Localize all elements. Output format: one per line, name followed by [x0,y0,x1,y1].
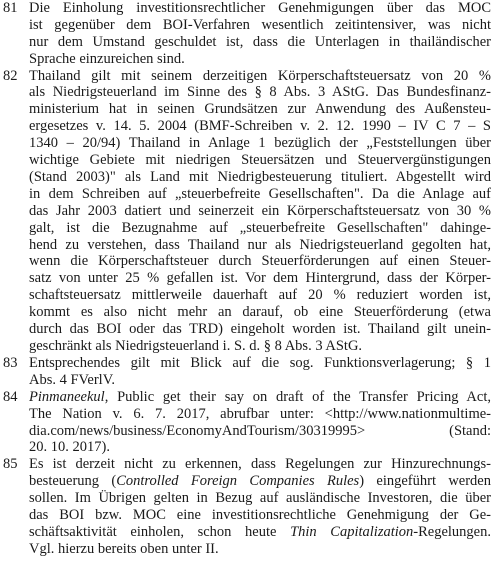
footnote-line: Abs. 4 FVerlV. [29,371,115,388]
footnote-line: Entsprechendes gilt mit Blick auf die sog. Funktionsverlagerung; § 1 [29,355,491,371]
footnote-line: galt, ist die Bezugnahme auf „steuerbefreite Gesellschaften" dahinge- [29,219,491,236]
footnote-line: ministerium hat in seinen Grundsätzen zur Anwendung des Außensteu- [29,101,491,118]
footnote-number: 81 [3,0,18,16]
footnote-line: Vgl. hierzu bereits oben unter II. [29,540,219,557]
footnote-text: , Public get their say on draft of the Transfer Pricing Act, [104,388,491,405]
footnote-number: 83 [3,355,18,371]
footnote-line: ergesetzes v. 14. 5. 2004 (BMF-Schreiben v. 2. 12. 1990 – IV C 7 – S [29,118,491,135]
footnote-number: 85 [3,456,18,473]
footnote-line: The Nation v. 6. 7. 2017, abrufbar unter: <http://www.nationmultime- [29,405,491,422]
footnote-line: schäftsaktivität einholen, schon heute Thin Capitalization-Regelungen. [29,523,491,540]
footnote-line: Es ist derzeit nicht zu erkennen, dass Regelungen zur Hinzurechnungs- [29,456,491,473]
footnote-line: 1340 – 20/94) Thailand in Anlage 1 bezüglich der „Feststellungen über [29,135,491,152]
footnote-line: schaftsteuersatz mittlerweile dauerhaft auf 20 % reduziert worden ist, [29,287,491,304]
footnote-line: hend zu verstehen, dass Thailand nur als Niedrigsteuerland gegolten hat, [29,236,491,253]
footnote-line: ist gegenüber dem BOI-Verfahren wesentlich zeitintensiver, was nicht [29,16,491,33]
footnote-line: satz von unter 25 % gefallen ist. Vor dem Hintergrund, dass der Körper- [29,270,491,287]
footnote-line: dia.com/news/business/EconomyAndTourism/30319995> (Stand: [29,422,491,439]
footnote-line: (Stand 2003)" als Land mit Niedrigbesteuerung tituliert. Abgestellt wird [29,168,491,185]
footnote-line: Die Einholung investitionsrechtlicher Genehmigungen über das MOC [29,0,491,16]
footnote-line: als Niedrigsteuerland im Sinne des § 8 Abs. 3 AStG. Das Bundesfinanz- [29,84,491,101]
footnote-line [29,389,491,406]
footnote-line: besteuerung (Controlled Foreign Companies Rules) eingeführt werden [29,473,491,490]
footnote-line: das Jahr 2003 datiert und seinerzeit ein Körperschaftsteuersatz von 30 % [29,202,491,219]
footnote-line: Thailand gilt mit seinem derzeitigen Körperschaftsteuersatz von 20 % [29,67,491,84]
footnote-line: das BOI bzw. MOC eine investitionsrechtliche Genehmigung der Ge- [29,507,491,524]
footnote-number: 82 [3,67,18,84]
footnote-line: wenn die Körperschaftsteuer durch Steuerförderungen auf einen Steuer- [29,253,491,270]
footnote-number: 84 [3,388,18,405]
italic-term: Controlled Foreign Companies Rules [116,473,360,490]
footnote-line: nur dem Umstand geschuldet ist, dass die Unterlagen in thailändischer [29,33,491,50]
footnote-line: sollen. Im Übrigen gelten in Bezug auf ausländische Investoren, die über [29,490,491,507]
italic-term: Thin Capitalization [290,523,414,540]
footnote-line: 20. 10. 2017). [29,439,110,456]
footnote-line: durch das BOI oder das TRD) eingeholt worden ist. Thailand gilt unein- [29,321,491,338]
footnote-line: kommt es also nicht mehr an darauf, ob eine Steuerförderung (etwa [29,304,491,321]
footnote-line: wichtige Gebiete mit niedrigen Steuersätzen und Steuervergünstigungen [29,152,491,169]
author-name: Pinmaneekul [29,388,105,405]
footnote-line: in dem Schreiben auf „steuerbefreite Gesellschaften". Da die Anlage auf [29,185,491,202]
footnote-line: geschränkt als Niedrigsteuerland i. S. d. § 8 Abs. 3 AStG. [29,337,363,354]
footnote-line: Sprache einzureichen sind. [29,50,185,67]
